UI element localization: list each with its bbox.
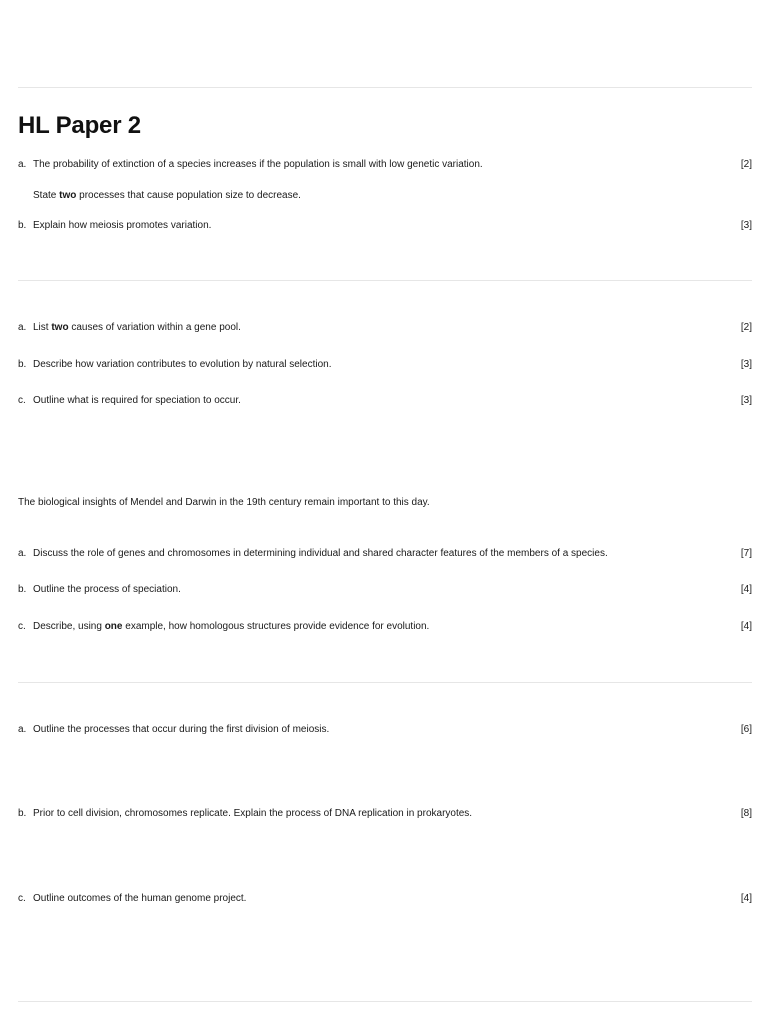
part-label: a. bbox=[18, 159, 27, 170]
emphasis: one bbox=[104, 621, 123, 632]
part-label: c. bbox=[18, 395, 26, 406]
marks: [6] bbox=[740, 724, 752, 735]
divider-q3-q4 bbox=[18, 682, 752, 683]
part-label: a. bbox=[18, 322, 27, 333]
question-text: Prior to cell division, chromosomes replicate. Explain the process of DNA replication in prokaryotes. bbox=[33, 808, 473, 819]
marks: [2] bbox=[740, 322, 752, 333]
part-label: b. bbox=[18, 220, 27, 231]
question-text: State two processes that cause population size to decrease. bbox=[33, 190, 301, 201]
question-text: List two causes of variation within a gene pool. bbox=[33, 322, 241, 333]
divider-top bbox=[18, 87, 752, 88]
marks: [8] bbox=[740, 808, 752, 819]
question-text: Outline outcomes of the human genome project. bbox=[33, 893, 247, 904]
marks: [4] bbox=[740, 893, 752, 904]
question-text: Describe how variation contributes to evolution by natural selection. bbox=[33, 359, 332, 370]
emphasis: two bbox=[59, 190, 77, 201]
part-label: c. bbox=[18, 893, 26, 904]
question-text: Discuss the role of genes and chromosomes in determining individual and shared character features of the members of a species. bbox=[33, 548, 608, 559]
marks: [3] bbox=[740, 220, 752, 231]
q3-intro: The biological insights of Mendel and Darwin in the 19th century remain important to this day. bbox=[18, 497, 430, 508]
part-label: a. bbox=[18, 724, 27, 735]
question-text: Explain how meiosis promotes variation. bbox=[33, 220, 212, 231]
page-title: HL Paper 2 bbox=[18, 112, 141, 139]
question-text: Outline what is required for speciation to occur. bbox=[33, 395, 241, 406]
marks: [7] bbox=[740, 548, 752, 559]
marks: [4] bbox=[740, 584, 752, 595]
part-label: b. bbox=[18, 359, 27, 370]
part-label: a. bbox=[18, 548, 27, 559]
question-text: Outline the process of speciation. bbox=[33, 584, 181, 595]
question-text: The probability of extinction of a species increases if the population is small with low genetic variation. bbox=[33, 159, 483, 170]
divider-q1-q2 bbox=[18, 280, 752, 281]
emphasis: two bbox=[51, 322, 69, 333]
part-label: b. bbox=[18, 584, 27, 595]
question-text: Outline the processes that occur during the first division of meiosis. bbox=[33, 724, 330, 735]
marks: [4] bbox=[740, 621, 752, 632]
marks: [2] bbox=[740, 159, 752, 170]
marks: [3] bbox=[740, 359, 752, 370]
part-label: b. bbox=[18, 808, 27, 819]
part-label: c. bbox=[18, 621, 26, 632]
marks: [3] bbox=[740, 395, 752, 406]
question-text: Describe, using one example, how homologous structures provide evidence for evolution. bbox=[33, 621, 430, 632]
divider-bottom bbox=[18, 1001, 752, 1002]
